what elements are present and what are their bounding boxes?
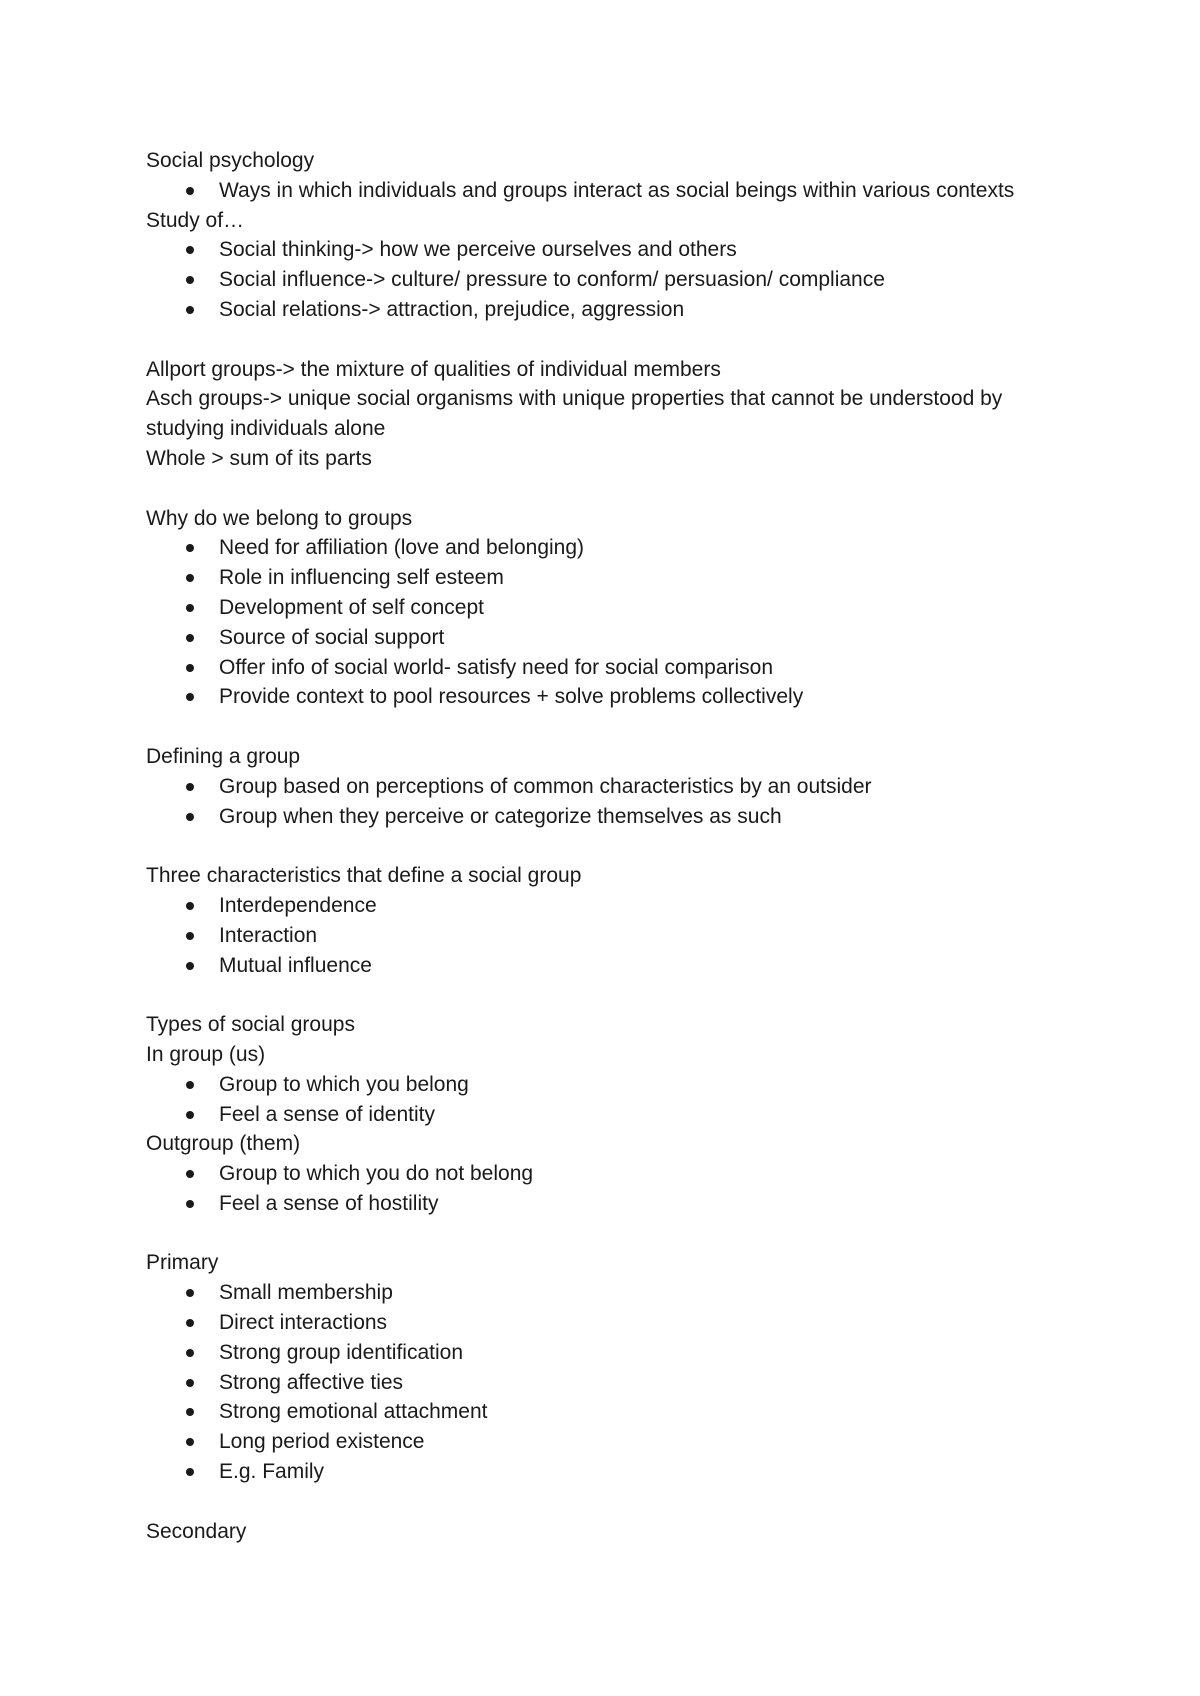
- list-item: Strong emotional attachment: [146, 1397, 1086, 1427]
- list-item: Source of social support: [146, 623, 1086, 653]
- bullet-icon: [186, 1170, 194, 1178]
- section-heading: Why do we belong to groups: [146, 506, 413, 530]
- section-heading: Outgroup (them): [146, 1132, 301, 1156]
- bullet-list: [146, 533, 1086, 712]
- list-item: Small membership: [146, 1278, 1086, 1308]
- bullet-icon: [186, 1200, 194, 1208]
- bullet-icon: [186, 1289, 194, 1297]
- bullet-icon: [186, 902, 194, 910]
- bullet-icon: [186, 932, 194, 940]
- section-heading: Types of social groups: [146, 1013, 355, 1037]
- bullet-icon: [186, 544, 194, 552]
- bullet-icon: [186, 187, 194, 195]
- list-item: Feel a sense of hostility: [146, 1189, 1086, 1219]
- bullet-list: [146, 772, 1086, 832]
- list-item: Interdependence: [146, 891, 1086, 921]
- list-item: Development of self concept: [146, 593, 1086, 623]
- list-item: E.g. Family: [146, 1457, 1086, 1487]
- section-heading: Three characteristics that define a social group: [146, 864, 582, 888]
- list-item: Group to which you belong: [146, 1070, 1086, 1100]
- spacer: [146, 712, 1086, 742]
- paragraph-line: Allport groups-> the mixture of qualities of individual members: [146, 357, 721, 381]
- bullet-icon: [186, 1408, 194, 1416]
- spacer: [146, 980, 1086, 1010]
- section-heading: Primary: [146, 1251, 219, 1275]
- bullet-icon: [186, 276, 194, 284]
- list-item: Strong affective ties: [146, 1368, 1086, 1398]
- spacer: [146, 325, 1086, 355]
- bullet-icon: [186, 783, 194, 791]
- bullet-list: [146, 176, 1086, 206]
- bullet-icon: [186, 962, 194, 970]
- document-body: [146, 146, 1086, 1546]
- paragraph-line: Asch groups-> unique social organisms with unique properties that cannot be understood by studying individuals alone: [146, 387, 1003, 441]
- section-heading: Secondary: [146, 1519, 247, 1543]
- list-item: Social thinking-> how we perceive ourselves and others: [146, 235, 1086, 265]
- bullet-icon: [186, 1319, 194, 1327]
- paragraph-line: Whole > sum of its parts: [146, 446, 372, 470]
- bullet-list: [146, 1159, 1086, 1219]
- list-item: Group when they perceive or categorize themselves as such: [146, 802, 1086, 832]
- bullet-icon: [186, 1379, 194, 1387]
- section-heading: Social psychology: [146, 149, 315, 172]
- bullet-icon: [186, 1349, 194, 1357]
- bullet-icon: [186, 693, 194, 701]
- list-item: Group to which you do not belong: [146, 1159, 1086, 1189]
- list-item: Role in influencing self esteem: [146, 563, 1086, 593]
- bullet-list: [146, 1278, 1086, 1487]
- list-item: Social influence-> culture/ pressure to conform/ persuasion/ compliance: [146, 265, 1086, 295]
- bullet-icon: [186, 1438, 194, 1446]
- list-item: Mutual influence: [146, 951, 1086, 981]
- list-item: Feel a sense of identity: [146, 1100, 1086, 1130]
- bullet-icon: [186, 574, 194, 582]
- list-item: Group based on perceptions of common characteristics by an outsider: [146, 772, 1086, 802]
- list-item: Provide context to pool resources + solve problems collectively: [146, 682, 1086, 712]
- spacer: [146, 474, 1086, 504]
- section-heading: Defining a group: [146, 744, 301, 768]
- spacer: [146, 1487, 1086, 1517]
- section-heading: Study of…: [146, 208, 245, 232]
- bullet-icon: [186, 813, 194, 821]
- list-item: Direct interactions: [146, 1308, 1086, 1338]
- bullet-list: [146, 235, 1086, 324]
- spacer: [146, 1219, 1086, 1249]
- bullet-icon: [186, 1081, 194, 1089]
- bullet-icon: [186, 306, 194, 314]
- bullet-icon: [186, 1468, 194, 1476]
- bullet-icon: [186, 634, 194, 642]
- list-item: Strong group identification: [146, 1338, 1086, 1368]
- bullet-icon: [186, 604, 194, 612]
- list-item: Interaction: [146, 921, 1086, 951]
- bullet-icon: [186, 246, 194, 254]
- bullet-icon: [186, 1111, 194, 1119]
- list-item: Ways in which individuals and groups interact as social beings within various contexts: [146, 176, 1086, 206]
- list-item: Offer info of social world- satisfy need for social comparison: [146, 653, 1086, 683]
- list-item: Long period existence: [146, 1427, 1086, 1457]
- bullet-list: [146, 891, 1086, 980]
- bullet-icon: [186, 664, 194, 672]
- bullet-list: [146, 1070, 1086, 1130]
- list-item: Need for affiliation (love and belonging): [146, 533, 1086, 563]
- list-item: Social relations-> attraction, prejudice, aggression: [146, 295, 1086, 325]
- spacer: [146, 831, 1086, 861]
- section-heading: In group (us): [146, 1042, 266, 1066]
